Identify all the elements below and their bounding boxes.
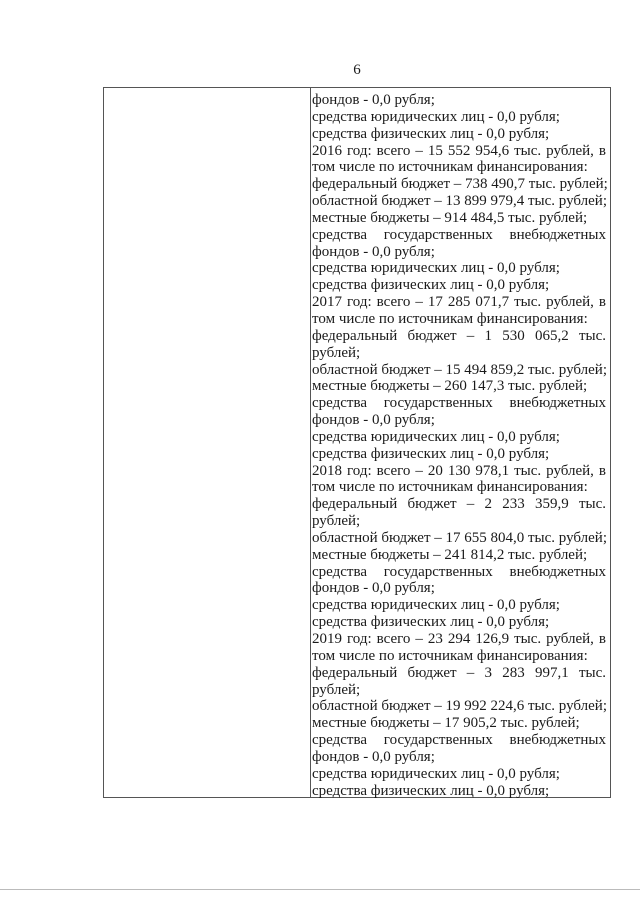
year-2016-total: 2016 год: всего – 15 552 954,6 тыс. рублей, в: [312, 142, 606, 159]
text-line: средства юридических лиц - 0,0 рубля;: [312, 597, 560, 614]
text-line: рублей;: [312, 344, 361, 361]
text-line: средства физических лиц - 0,0 рубля;: [312, 782, 550, 799]
text-line: том числе по источникам финансирования:: [312, 647, 588, 664]
text-line: средства государственных внебюджетных: [312, 395, 606, 412]
text-line: средства физических лиц - 0,0 рубля;: [312, 125, 550, 142]
local-budget-2019: местные бюджеты – 17 905,2 тыс. рублей;: [312, 715, 580, 732]
federal-budget-2017: федеральный бюджет – 1 530 065,2 тыс.: [312, 327, 606, 344]
regional-budget-2017: областной бюджет – 15 494 859,2 тыс. рублей;: [312, 361, 607, 378]
text-line: фондов - 0,0 рубля;: [312, 243, 435, 260]
federal-budget-2019: федеральный бюджет – 3 283 997,1 тыс.: [312, 664, 606, 681]
text-line: фондов - 0,0 рубля;: [312, 412, 435, 429]
text-line: средства юридических лиц - 0,0 рубля;: [312, 428, 560, 445]
text-line: том числе по источникам финансирования:: [312, 479, 588, 496]
text-line: средства физических лиц - 0,0 рубля;: [312, 445, 550, 462]
text-line: том числе по источникам финансирования:: [312, 310, 588, 327]
scan-edge-line: [0, 889, 640, 890]
text-line: рублей;: [312, 681, 361, 698]
year-2017-total: 2017 год: всего – 17 285 071,7 тыс. рублей, в: [312, 294, 606, 311]
text-line: средства государственных внебюджетных: [312, 226, 606, 243]
text-line: средства государственных внебюджетных: [312, 732, 606, 749]
year-2019-total: 2019 год: всего – 23 294 126,9 тыс. рублей, в: [312, 631, 606, 647]
regional-budget-2016: областной бюджет – 13 899 979,4 тыс. рублей;: [312, 193, 607, 210]
local-budget-2016: местные бюджеты – 914 484,5 тыс. рублей;: [312, 209, 588, 226]
text-line: средства физических лиц - 0,0 рубля;: [312, 277, 550, 294]
regional-budget-2018: областной бюджет – 17 655 804,0 тыс. рублей;: [312, 529, 607, 546]
text-line: рублей;: [312, 513, 361, 530]
text-line: средства физических лиц - 0,0 рубля;: [312, 614, 550, 631]
text-line: том числе по источникам финансирования:: [312, 159, 588, 176]
text-line: средства юридических лиц - 0,0 рубля;: [312, 260, 560, 277]
text-line: фондов - 0,0 рубля;: [312, 580, 435, 597]
text-line: средства юридических лиц - 0,0 рубля;: [312, 108, 560, 125]
regional-budget-2019: областной бюджет – 19 992 224,6 тыс. рублей;: [312, 698, 607, 715]
year-2018-total: 2018 год: всего – 20 130 978,1 тыс. рублей, в: [312, 462, 606, 479]
text-line: средства государственных внебюджетных: [312, 563, 606, 580]
local-budget-2017: местные бюджеты – 260 147,3 тыс. рублей;: [312, 378, 588, 395]
text-line: средства юридических лиц - 0,0 рубля;: [312, 765, 560, 782]
federal-budget-2018: федеральный бюджет – 2 233 359,9 тыс.: [312, 496, 606, 513]
column-divider: [310, 88, 311, 797]
local-budget-2018: местные бюджеты – 241 814,2 тыс. рублей;: [312, 546, 588, 563]
federal-budget-2016: федеральный бюджет – 738 490,7 тыс. рублей;: [312, 176, 608, 193]
text-line: фондов - 0,0 рубля;: [312, 748, 435, 765]
page-number: 6: [353, 62, 361, 78]
financing-details-cell: [312, 92, 606, 799]
text-line: фондов - 0,0 рубля;: [312, 92, 435, 108]
financing-table: [103, 87, 611, 798]
